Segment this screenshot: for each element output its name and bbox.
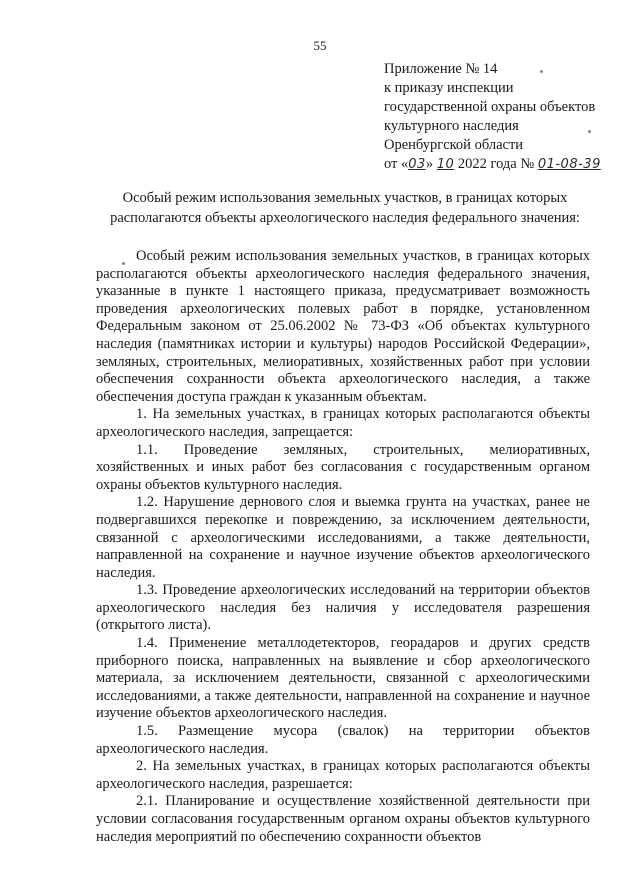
section-heading: Особый режим использования земельных участков, в границах которых располагаются объекты археологического наследия федерального значения: <box>110 190 580 226</box>
date-prefix: от « <box>384 156 409 172</box>
clause-1-1: 1.1. Проведение земляных, строительных, мелиоративных, хозяйственных и иных работ без согласования с государственным органом охраны объектов культурного наследия. <box>96 441 590 493</box>
date-mid: » <box>425 156 437 172</box>
appendix-header <box>384 60 624 174</box>
clause-1-2: 1.2. Нарушение дернового слоя и выемка грунта на участках, ранее не подвергавшихся перекопке и повреждению, за исключением деятельности, связанной с археологическими исследованиями, а также деятельности, направленной на сохранение и научное изучение объектов археологического наследия. <box>96 494 590 581</box>
scan-speck <box>540 70 543 73</box>
handwritten-number: 01-08-39 <box>537 157 601 172</box>
scan-speck <box>122 262 125 265</box>
intro-paragraph: Особый режим использования земельных участков, в границах которых располагаются объекты археологического наследия федерального значения, указанные в пункте 1 настоящего приказа, предусматривает возможность проведения археологических полевых работ в порядке, установленном Федеральным законом от 25.06.2002 № 73-ФЗ «Об объектах культурного наследия (памятниках истории и культуры) народов Российской Федерации», земляных, строительных, мелиоративных, хозяйственных работ при условии обеспечения сохранности объекта археологического наследия, а также обеспечения доступа граждан к указанным объектам. <box>96 248 590 405</box>
clause-1-3: 1.3. Проведение археологических исследований на территории объектов археологического наследия без наличия у исследователя разрешения (открытого листа). <box>96 582 590 634</box>
appendix-region: Оренбургской области <box>384 137 524 153</box>
handwritten-month: 10 <box>436 157 455 172</box>
appendix-authority-line2: культурного наследия <box>384 118 519 134</box>
appendix-title: Приложение № 14 <box>384 61 498 77</box>
clause-2: 2. На земельных участках, в границах которых располагаются объекты археологического наследия, разрешается: <box>96 758 590 792</box>
page-number: 55 <box>313 38 327 53</box>
date-year: 2022 года № <box>454 156 538 172</box>
scan-speck <box>588 130 591 133</box>
appendix-date-line <box>384 155 624 174</box>
clause-1-4: 1.4. Применение металлодетекторов, георадаров и других средств приборного поиска, направленных на выявление и сбор археологического материала, за исключением деятельности, связанной с археологическими исследованиями, а также деятельности, направленной на сохранение и научное изучение объектов археологического наследия. <box>96 635 590 722</box>
appendix-authority-line1: государственной охраны объектов <box>384 99 596 115</box>
handwritten-day: 03 <box>408 157 426 172</box>
clause-1-5: 1.5. Размещение мусора (свалок) на территории объектов археологического наследия. <box>96 723 590 757</box>
document-body <box>96 248 590 846</box>
appendix-order-ref: к приказу инспекции <box>384 80 514 96</box>
clause-1: 1. На земельных участках, в границах которых располагаются объекты археологического наследия, запрещается: <box>96 406 590 440</box>
clause-2-1: 2.1. Планирование и осуществление хозяйственной деятельности при условии согласования государственным органом охраны объектов культурного наследия мероприятий по обеспечению сохранности объектов <box>96 793 590 845</box>
